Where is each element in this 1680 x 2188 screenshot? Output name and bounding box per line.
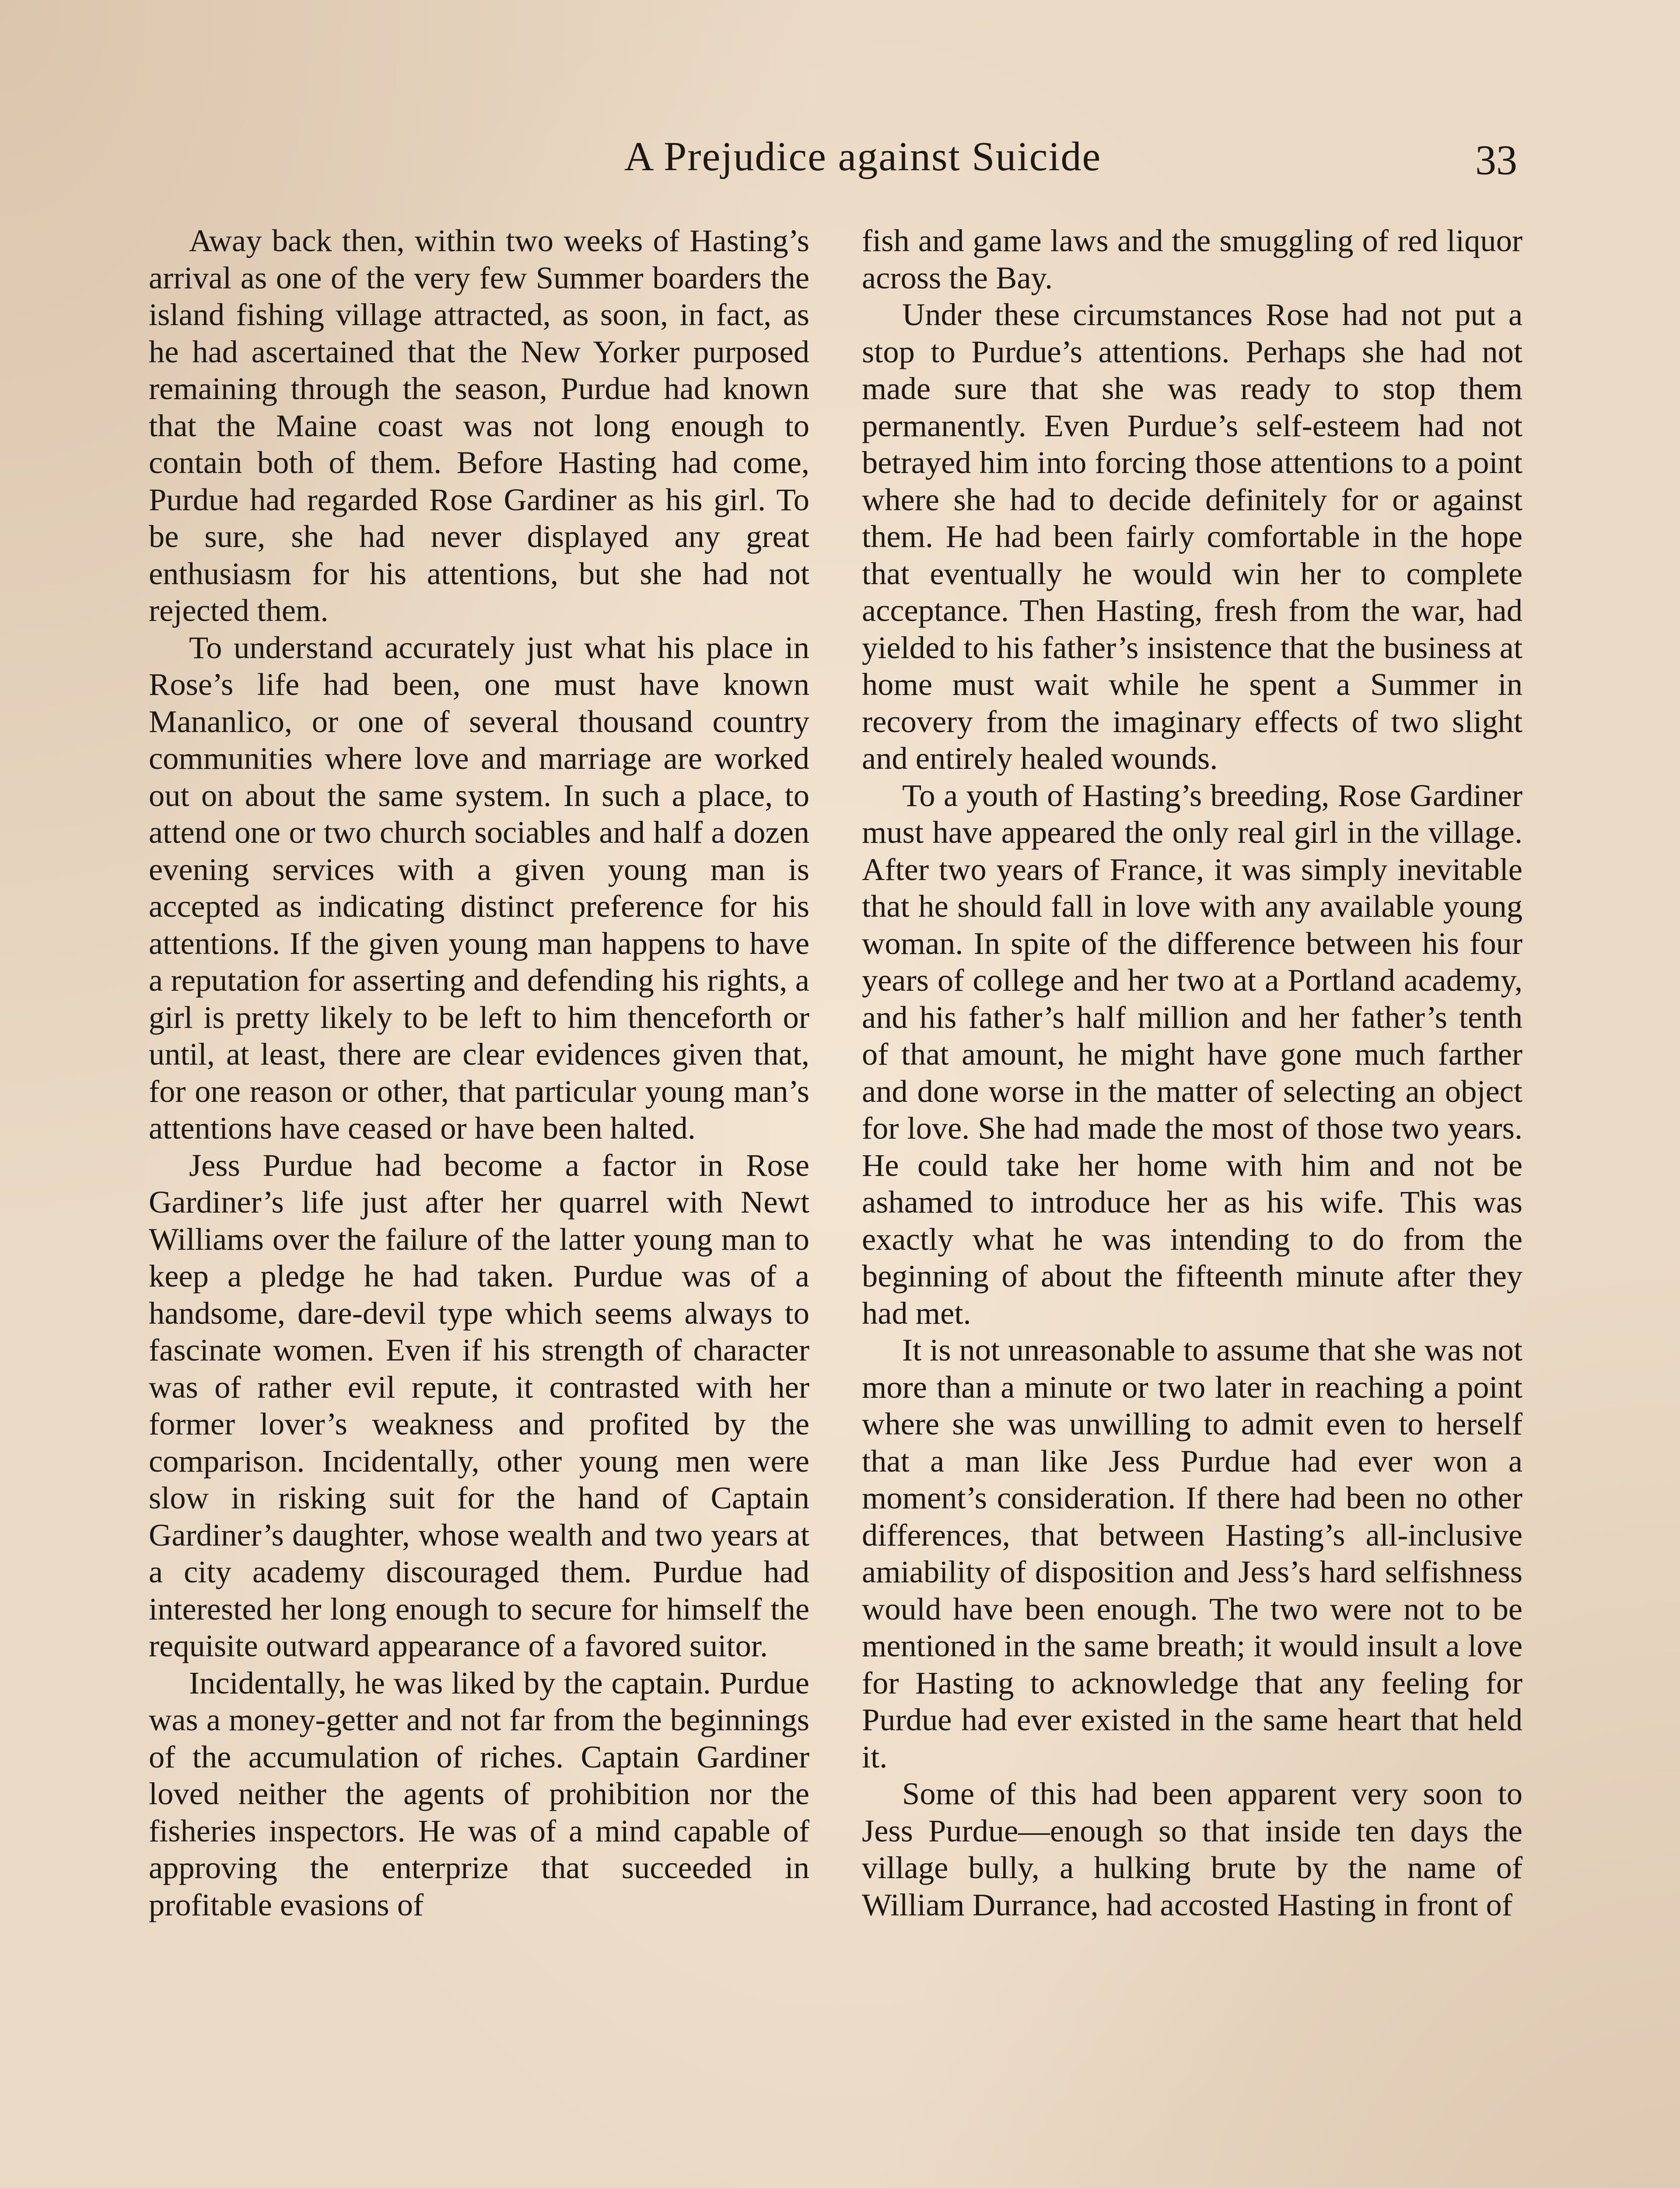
paragraph-continued: fish and game laws and the smuggling of red liquor across the Bay.: [862, 223, 1522, 295]
paragraph: Incidentally, he was liked by the captain. Purdue was a money-getter and not far from the beginnings of the accumulation of riches. Captain Gardiner loved neither the agents of prohibition nor the fisheries inspectors. He was of a mind capable of approving the enterprize that succeeded in profitable evasions of: [149, 1665, 809, 1922]
paragraph: Away back then, within two weeks of Hasting’s arrival as one of the very few Summer boarders the island fishing village attracted, as soon, in fact, as he had ascertained that the New Yorker purposed remaining through the season, Purdue had known that the Maine coast was not long enough to contain both of them. Before Hasting had come, Purdue had regarded Rose Gardiner as his girl. To be sure, she had never displayed any great enthusiasm for his attentions, but she had not rejected them.: [149, 223, 809, 628]
paragraph: To a youth of Hasting’s breeding, Rose Gardiner must have appeared the only real girl in the village. After two years of France, it was simply inevitable that he should fall in love with any available young woman. In spite of the difference between his four years of college and her two at a Portland academy, and his father’s half million and her father’s tenth of that amount, he might have gone much farther and done worse in the matter of selecting an object for love. She had made the most of those two years. He could take her home with him and not be ashamed to introduce her as his wife. This was exactly what he was intending to do from the beginning of about the fifteenth minute after they had met.: [862, 777, 1522, 1331]
paragraph: Some of this had been apparent very soon to Jess Purdue—enough so that inside ten days the village bully, a hulking brute by the name of William Durrance, had accosted Hasting in front of: [862, 1776, 1522, 1922]
left-column: [149, 222, 809, 1923]
page-number: 33: [1475, 137, 1517, 183]
paragraph: Under these circumstances Rose had not put a stop to Purdue’s attentions. Perhaps she had not made sure that she was ready to stop them permanently. Even Purdue’s self-esteem had not betrayed him into forcing those attentions to a point where she had to decide definitely for or against them. He had been fairly comfortable in the hope that eventually he would win her to complete acceptance. Then Hasting, fresh from the war, had yielded to his father’s insistence that the business at home must wait while he spent a Summer in recovery from the imaginary effects of two slight and entirely healed wounds.: [862, 297, 1522, 776]
paragraph: Jess Purdue had become a factor in Rose Gardiner’s life just after her quarrel with Newt Williams over the failure of the latter young man to keep a pledge he had taken. Purdue was of a handsome, dare-devil type which seems always to fascinate women. Even if his strength of character was of rather evil repute, it contrasted with her former lover’s weakness and profited by the comparison. Incidentally, other young men were slow in risking suit for the hand of Captain Gardiner’s daughter, whose wealth and two years at a city academy discouraged them. Purdue had interested her long enough to secure for himself the requisite outward appearance of a favored suitor.: [149, 1147, 809, 1663]
paragraph: It is not unreasonable to assume that she was not more than a minute or two later in reaching a point where she was unwilling to admit even to herself that a man like Jess Purdue had ever won a moment’s consideration. If there had been no other differences, that between Hasting’s all-inclusive amiability of disposition and Jess’s hard selfishness would have been enough. The two were not to be mentioned in the same breath; it would insult a love for Hasting to acknowledge that any feeling for Purdue had ever existed in the same heart that held it.: [862, 1332, 1522, 1774]
running-title: A Prejudice against Suicide: [624, 134, 1102, 179]
right-column: [862, 222, 1522, 1923]
paragraph: To understand accurately just what his place in Rose’s life had been, one must have known Mananlico, or one of several thousand country communities where love and marriage are worked out on about the same system. In such a place, to attend one or two church sociables and half a dozen evening services with a given young man is accepted as indicating distinct preference for his attentions. If the given young man happens to have a reputation for asserting and defending his rights, a girl is pretty likely to be left to him thenceforth or until, at least, there are clear evidences given that, for one reason or other, that particular young man’s attentions have ceased or have been halted.: [149, 629, 809, 1146]
